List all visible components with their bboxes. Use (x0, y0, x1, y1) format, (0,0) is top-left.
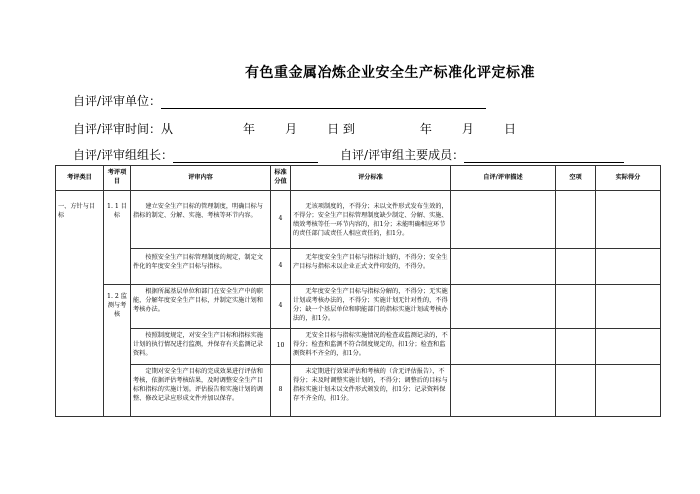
row-criteria: 未定期进行效果评估和考核的（含无评估报告），不得分；未及时调整实施计划的，不得分；调整后的目标与指标实施计划未以文件形式颁发的，扣1分；记录资料保存不齐全的，扣1分。 (291, 365, 451, 417)
evaluation-table (55, 165, 661, 417)
row-score: 10 (271, 329, 291, 365)
header-content: 评审内容 (131, 166, 271, 191)
row-content: 按照安全生产目标管理制度的规定，制定文件化的年度安全生产目标与指标。 (131, 249, 271, 285)
row-actual-score[interactable] (596, 329, 661, 365)
row-description[interactable] (451, 329, 556, 365)
row-criteria: 无安全目标与指标实施情况的检查或监测记录的，不得分；检查和监测不符合制度规定的，扣1分；检查和监测资料不齐全的，扣1分。 (291, 329, 451, 365)
row-content: 建立安全生产目标的管理制度，明确目标与指标的制定、分解、实施、考核等环节内容。 (131, 191, 271, 249)
time-year-2: 年 (419, 122, 432, 136)
row-content: 按照制度规定，对安全生产目标和指标实施计划的执行情况进行监测，并保存有关监测记录资料。 (131, 329, 271, 365)
row-empty-item[interactable] (556, 365, 596, 417)
header-empty-item: 空项 (556, 166, 596, 191)
row-actual-score[interactable] (596, 191, 661, 249)
row-content: 定期对安全生产目标的完成效果进行评估和考核，依据评估考核结果，及时调整安全生产目标和指标的实施计划。评估报告和实施计划的调整、修改记录应形成文件并加以保存。 (131, 365, 271, 417)
row-description[interactable] (451, 365, 556, 417)
header-item: 考评项目 (104, 166, 131, 191)
row-empty-item[interactable] (556, 285, 596, 329)
table-row (56, 191, 661, 249)
members-label: 自评/评审组主要成员： (340, 148, 465, 162)
row-actual-score[interactable] (596, 365, 661, 417)
time-month-2: 月 (461, 122, 474, 136)
table-row (56, 249, 661, 285)
time-month-1: 月 (285, 122, 298, 136)
time-line (73, 120, 516, 137)
row-score: 8 (271, 365, 291, 417)
row-empty-item[interactable] (556, 329, 596, 365)
header-criteria: 评分标准 (291, 166, 451, 191)
row-score: 4 (271, 285, 291, 329)
header-score: 标准分值 (271, 166, 291, 191)
time-day-1: 日 到 (327, 122, 355, 136)
leader-line (73, 146, 624, 163)
table-header-row (56, 166, 661, 191)
header-description: 自评/评审描述 (451, 166, 556, 191)
item-cell-2: 1. 2 监测与考核 (104, 285, 131, 417)
table-row (56, 365, 661, 417)
row-actual-score[interactable] (596, 249, 661, 285)
table-row (56, 285, 661, 329)
row-score: 4 (271, 249, 291, 285)
header-category: 考评类目 (56, 166, 104, 191)
leader-label: 自评/评审组组长： (73, 148, 174, 162)
time-label: 自评/评审时间：从 (73, 122, 174, 136)
leader-blank[interactable] (173, 150, 318, 163)
members-blank[interactable] (464, 150, 624, 163)
row-description[interactable] (451, 285, 556, 329)
category-cell: 一、方针与目标 (56, 191, 104, 417)
row-description[interactable] (451, 249, 556, 285)
header-actual-score: 实际得分 (596, 166, 661, 191)
row-criteria: 无年度安全生产目标与指标分解的，不得分；无实施计划或考核办法的，不得分；实施计划无针对性的，不得分；缺一个基层单位和职能部门的指标实施计划或考核办法的，扣1分。 (291, 285, 451, 329)
row-criteria: 无年度安全生产目标与指标计划的，不得分；安全生产目标与指标未以企业正式文件印发的，不得分。 (291, 249, 451, 285)
table-row (56, 329, 661, 365)
document-title: 有色重金属冶炼企业安全生产标准化评定标准 (245, 65, 535, 81)
unit-line (73, 92, 486, 109)
row-score: 4 (271, 191, 291, 249)
time-year-1: 年 (243, 122, 256, 136)
row-empty-item[interactable] (556, 249, 596, 285)
row-empty-item[interactable] (556, 191, 596, 249)
time-day-2: 日 (503, 122, 516, 136)
row-description[interactable] (451, 191, 556, 249)
item-cell-1: 1. 1 目标 (104, 191, 131, 285)
unit-label: 自评/评审单位： (73, 94, 162, 108)
row-criteria: 无该项制度的，不得分；未以文件形式发布生效的，不得分；安全生产目标管理制度缺少制定、分解、实施、绩效考核等任一环节内容的，扣1分；未能明确相应环节的责任部门或责任人相应责任的，扣1分。 (291, 191, 451, 249)
row-actual-score[interactable] (596, 285, 661, 329)
unit-blank[interactable] (161, 96, 486, 109)
row-content: 根据所属基层单位和部门在安全生产中的职能，分解年度安全生产目标，并制定实施计划和考核办法。 (131, 285, 271, 329)
